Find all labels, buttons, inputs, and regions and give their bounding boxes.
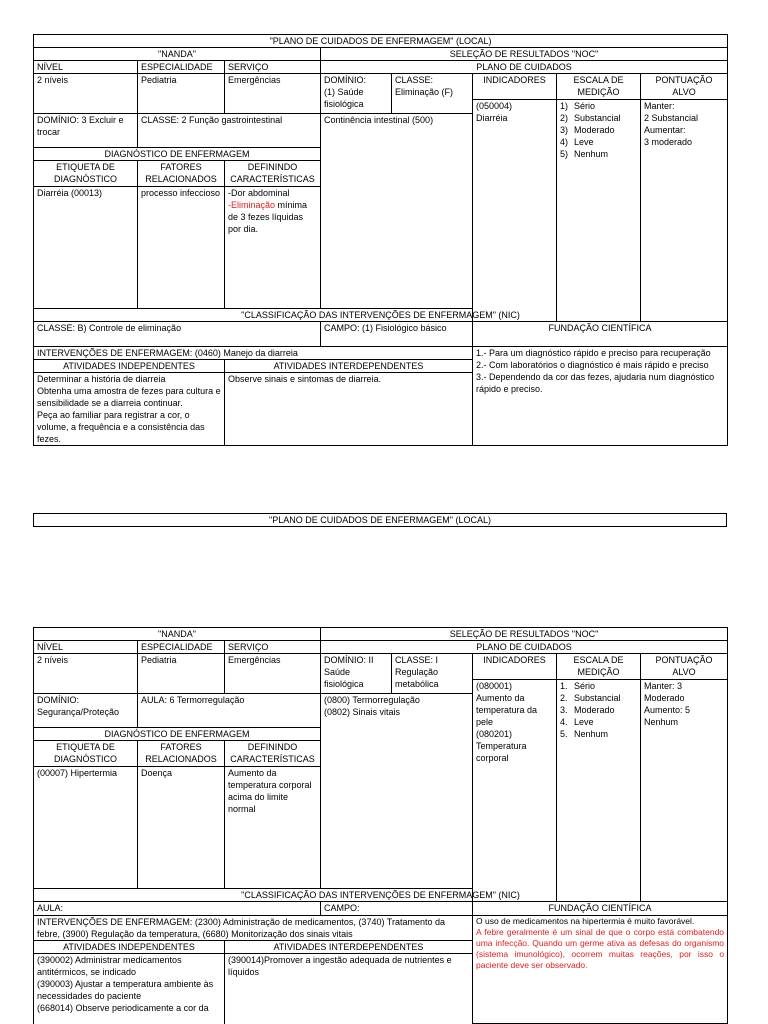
nivel-header: NÍVEL <box>34 641 138 654</box>
ativ-inter-value: (390014)Promover a ingestão adequada de nutrientes e líquidos <box>225 954 473 1024</box>
escala-item: 1. Sério <box>560 681 596 691</box>
especialidade-value: Pediatria <box>138 654 225 694</box>
indicadores-value: (080001) Aumento da temperatura da pele (080201) Temperatura corporal <box>473 680 557 902</box>
escala-item: 5. Nenhum <box>560 729 609 739</box>
fundacao-highlight: A febre geralmente é um sinal de que o corpo está combatendo uma infecção. Quando um germe ativa as defesas do organismo (sistema imunológico), ocorrem muitas reações, por isso o paciente deve ser observado. <box>476 927 725 970</box>
etiqueta-header: ETIQUETA DE DIAGNÓSTICO <box>34 741 138 767</box>
ativ-inter-header: ATIVIDADES INTERDEPENDENTES <box>225 360 473 373</box>
etiqueta-value: (00007) Hipertermia <box>34 767 138 889</box>
escala-value <box>557 100 641 322</box>
diagnostico-header: DIAGNÓSTICO DE ENFERMAGEM <box>34 728 321 741</box>
ativ-ind-header: ATIVIDADES INDEPENDENTES <box>34 941 225 954</box>
definindo-line-2: mínima de 3 fezes líquidas por dia. <box>228 200 308 234</box>
nic-classe: AULA: <box>34 902 321 916</box>
definindo-value: Aumento da temperatura corporal acima do limite normal <box>225 767 321 889</box>
dominio-value: DOMÍNIO: Segurança/Proteção <box>34 694 138 728</box>
definindo-header: DEFININDO CARACTERÍSTICAS <box>225 161 321 187</box>
definindo-line-1: -Dor abdominal <box>228 188 290 198</box>
nic-classe: CLASSE: B) Controle de eliminação <box>34 322 321 347</box>
nic-campo: CAMPO: <box>321 902 473 916</box>
escala-item: 5) Nenhum <box>560 149 609 159</box>
care-plan-hyperthermia <box>33 627 728 1024</box>
fundacao-header: FUNDAÇÃO CIENTÍFICA <box>473 322 728 347</box>
definindo-value <box>225 187 321 309</box>
fatores-header: FATORES RELACIONADOS <box>138 741 225 767</box>
pontuacao-value: Manter: 3 Moderado Aumento: 5 Nenhum <box>641 680 728 902</box>
care-plan-title-bar <box>33 513 727 527</box>
plan-title: "PLANO DE CUIDADOS DE ENFERMAGEM" (LOCAL) <box>34 514 727 527</box>
pontuacao-header: PONTUAÇÃO ALVO <box>641 654 728 680</box>
noc-classe: CLASSE: I Regulação metabólica <box>392 654 473 694</box>
classe-value: AULA: 6 Termorregulação <box>138 694 321 728</box>
indicadores-header: INDICADORES <box>473 654 557 680</box>
fundacao-line-1: O uso de medicamentos na hipertermia é muito favorável. <box>476 916 695 926</box>
escala-item: 4. Leve <box>560 717 594 727</box>
plan-title: "PLANO DE CUIDADOS DE ENFERMAGEM" (LOCAL) <box>34 35 728 48</box>
etiqueta-header: ETIQUETA DE DIAGNÓSTICO <box>34 161 138 187</box>
escala-header: ESCALA DE MEDIÇÃO <box>557 654 641 680</box>
nanda-header: "NANDA" <box>34 48 321 61</box>
fatores-value: processo infeccioso <box>138 187 225 309</box>
fundacao-value: 1.- Para um diagnóstico rápido e preciso para recuperação 2.- Com laboratórios o diagnóstico é mais rápido e preciso 3.- Dependendo da cor das fezes, ajudaria num diagnóstico rápido e preciso. <box>473 347 728 446</box>
especialidade-header: ESPECIALIDADE <box>138 641 225 654</box>
nic-campo: CAMPO: (1) Fisiológico básico <box>321 322 473 347</box>
nivel-value: 2 níveis <box>34 654 138 694</box>
ativ-inter-value: Observe sinais e sintomas de diarreia. <box>225 373 473 446</box>
noc-dominio: DOMÍNIO: (1) Saúde fisiológica <box>321 74 392 114</box>
definindo-header: DEFININDO CARACTERÍSTICAS <box>225 741 321 767</box>
plano-header: PLANO DE CUIDADOS <box>321 641 728 654</box>
escala-item: 3. Moderado <box>560 705 615 715</box>
intervencoes-value: INTERVENÇÕES DE ENFERMAGEM: (2300) Administração de medicamentos, (3740) Tratamento da febre, (3900) Regulação da temperatura, (6680) Monitorização dos sinais vitais <box>34 916 473 941</box>
dominio-value: DOMÍNIO: 3 Excluir e trocar <box>34 114 138 148</box>
plano-header: PLANO DE CUIDADOS <box>321 61 728 74</box>
servico-value: Emergências <box>225 654 321 694</box>
especialidade-value: Pediatria <box>138 74 225 114</box>
indicadores-value: (050004) Diarréia <box>473 100 557 322</box>
fatores-header: FATORES RELACIONADOS <box>138 161 225 187</box>
servico-value: Emergências <box>225 74 321 114</box>
nic-header: "CLASSIFICAÇÃO DAS INTERVENÇÕES DE ENFERMAGEM" (NIC) <box>34 309 728 322</box>
escala-item: 2. Substancial <box>560 693 621 703</box>
ativ-ind-value: Determinar a história de diarreia Obtenha uma amostra de fezes para cultura e sensibilidade se a diarreia continuar. Peça ao familiar para registrar a cor, o volume, a frequência e a consistência das fezes. <box>34 373 225 446</box>
escala-header: ESCALA DE MEDIÇÃO <box>557 74 641 100</box>
escala-item: 2) Substancial <box>560 113 621 123</box>
noc-classe: CLASSE: Eliminação (F) <box>392 74 473 114</box>
servico-header: SERVIÇO <box>225 61 321 74</box>
noc-header: SELEÇÃO DE RESULTADOS "NOC" <box>321 48 728 61</box>
noc-dominio: DOMÍNIO: II Saúde fisiológica <box>321 654 392 694</box>
definindo-highlight: -Eliminação <box>228 200 276 210</box>
fundacao-value <box>473 916 728 1024</box>
fatores-value: Doença <box>138 767 225 889</box>
escala-value <box>557 680 641 902</box>
nivel-value: 2 níveis <box>34 74 138 114</box>
resultado-value: Continência intestinal (500) <box>321 114 473 309</box>
pontuacao-header: PONTUAÇÃO ALVO <box>641 74 728 100</box>
fundacao-header: FUNDAÇÃO CIENTÍFICA <box>473 902 728 916</box>
escala-item: 1) Sério <box>560 101 596 111</box>
escala-item: 3) Moderado <box>560 125 615 135</box>
resultado-value: (0800) Termorregulação (0802) Sinais vitais <box>321 694 473 889</box>
nic-header: "CLASSIFICAÇÃO DAS INTERVENÇÕES DE ENFERMAGEM" (NIC) <box>34 889 728 902</box>
escala-item: 4) Leve <box>560 137 594 147</box>
etiqueta-value: Diarréia (00013) <box>34 187 138 309</box>
ativ-ind-value: (390002) Administrar medicamentos antitérmicos, se indicado (390003) Ajustar a temperatura ambiente às necessidades do paciente (668014) Observe periodicamente a cor da <box>34 954 225 1024</box>
noc-header: SELEÇÃO DE RESULTADOS "NOC" <box>321 628 728 641</box>
nivel-header: NÍVEL <box>34 61 138 74</box>
servico-header: SERVIÇO <box>225 641 321 654</box>
ativ-ind-header: ATIVIDADES INDEPENDENTES <box>34 360 225 373</box>
ativ-inter-header: ATIVIDADES INTERDEPENDENTES <box>225 941 473 954</box>
diagnostico-header: DIAGNÓSTICO DE ENFERMAGEM <box>34 148 321 161</box>
indicadores-header: INDICADORES <box>473 74 557 100</box>
classe-value: CLASSE: 2 Função gastrointestinal <box>138 114 321 148</box>
especialidade-header: ESPECIALIDADE <box>138 61 225 74</box>
care-plan-diarrhea <box>33 34 728 446</box>
intervencoes-value: INTERVENÇÕES DE ENFERMAGEM: (0460) Manejo da diarreia <box>34 347 473 360</box>
nanda-header: "NANDA" <box>34 628 321 641</box>
pontuacao-value: Manter: 2 Substancial Aumentar: 3 moderado <box>641 100 728 322</box>
